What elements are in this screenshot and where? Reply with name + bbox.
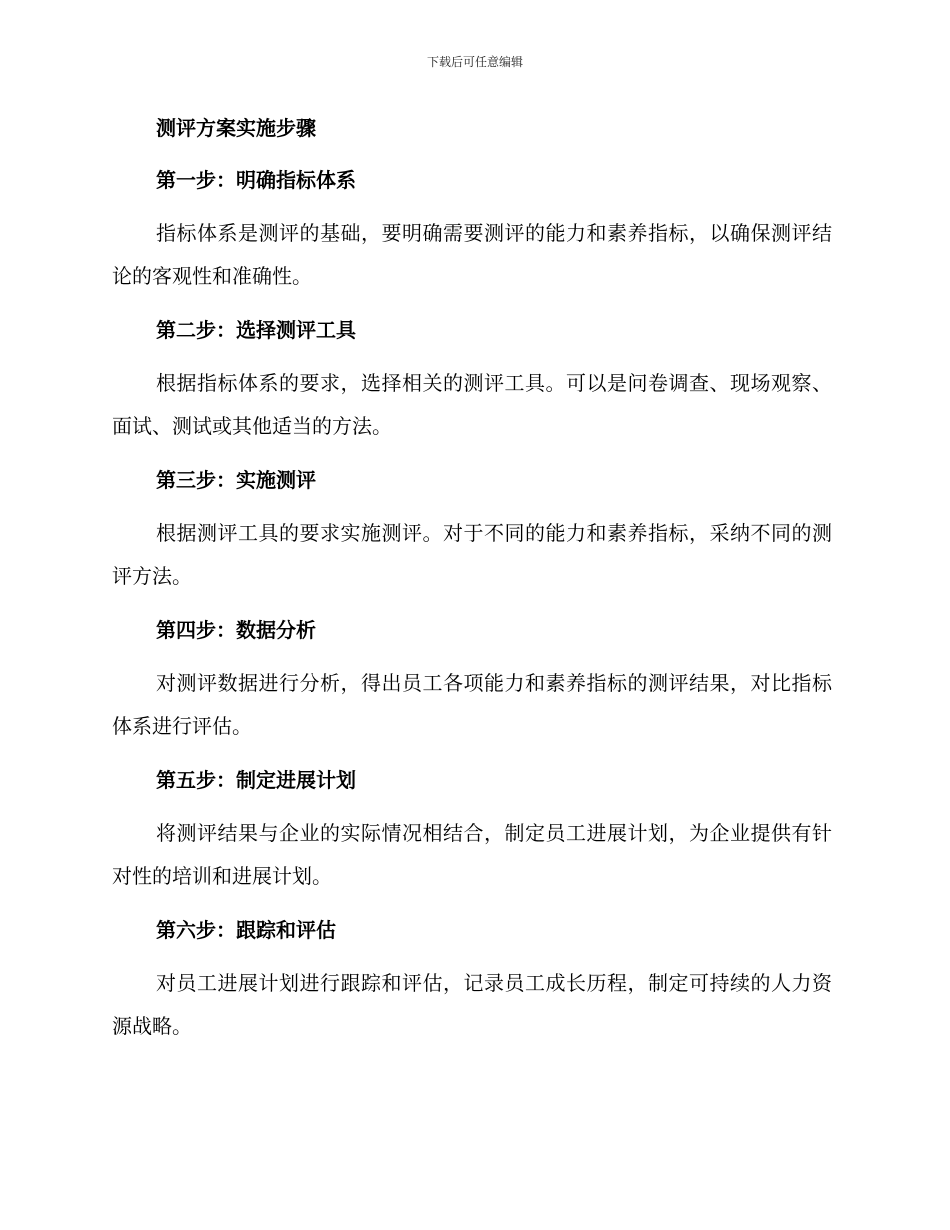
- step-paragraph: 根据测评工具的要求实施测评。对于不同的能力和素养指标，采纳不同的测评方法。: [112, 521, 832, 588]
- step-section-1: [112, 160, 832, 298]
- step-section-3: [112, 460, 832, 598]
- step-paragraph: 将测评结果与企业的实际情况相结合，制定员工进展计划，为企业提供有针对性的培训和进展计划。: [112, 821, 832, 888]
- document-title: 测评方案实施步骤: [156, 116, 316, 140]
- step-paragraph: 指标体系是测评的基础，要明确需要测评的能力和素养指标，以确保测评结论的客观性和准确性。: [112, 221, 832, 288]
- step-section-5: [112, 760, 832, 898]
- step-heading: 第四步：数据分析: [156, 618, 316, 642]
- step-heading: 第六步：跟踪和评估: [156, 918, 336, 942]
- header-note: 下载后可任意编辑: [426, 55, 523, 69]
- step-paragraph: 对员工进展计划进行跟踪和评估，记录员工成长历程，制定可持续的人力资源战略。: [112, 971, 832, 1038]
- step-heading: 第五步：制定进展计划: [156, 768, 356, 792]
- step-section-6: [112, 910, 832, 1048]
- document-body: [112, 108, 832, 1048]
- step-paragraph: 根据指标体系的要求，选择相关的测评工具。可以是问卷调查、现场观察、面试、测试或其他适当的方法。: [112, 371, 832, 438]
- step-heading: 第一步：明确指标体系: [156, 168, 356, 192]
- step-section-4: [112, 610, 832, 748]
- step-paragraph: 对测评数据进行分析，得出员工各项能力和素养指标的测评结果，对比指标体系进行评估。: [112, 671, 832, 738]
- step-section-2: [112, 310, 832, 448]
- step-heading: 第二步：选择测评工具: [156, 318, 356, 342]
- step-heading: 第三步：实施测评: [156, 468, 316, 492]
